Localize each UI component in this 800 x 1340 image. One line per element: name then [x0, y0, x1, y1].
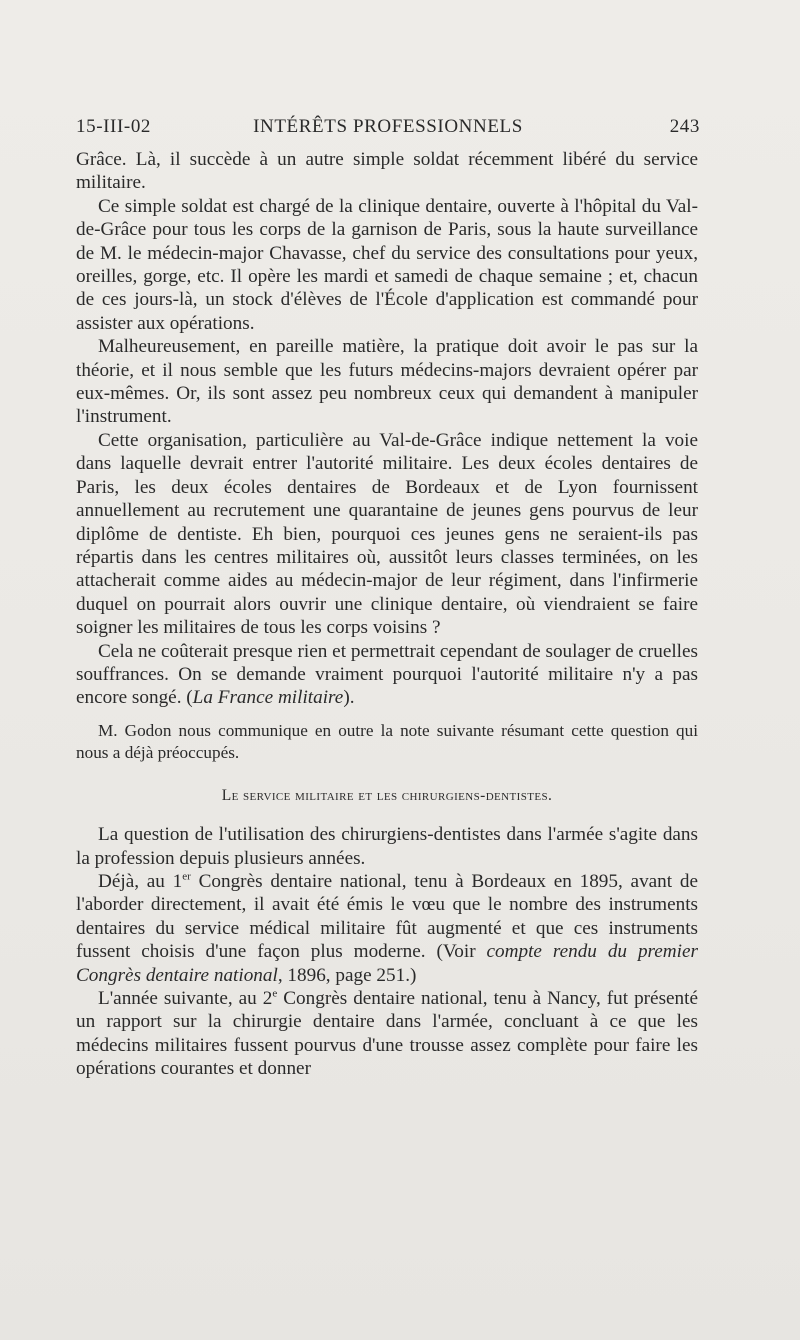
paragraph [76, 640, 698, 710]
paragraph: Grâce. Là, il succède à un autre simple soldat récemment libéré du service militaire. [76, 149, 698, 194]
note-paragraph: M. Godon nous communique en outre la note suivante résumant cette question qui nous a déjà préoccupés. [76, 720, 698, 762]
page-number: 243 [669, 116, 700, 137]
paragraph [76, 870, 698, 987]
paragraph-text: Congrès dentaire national, tenu à Nancy, fut présenté un rapport sur la chirurgie dentaire dans l'armée, concluant à ce que les médecins militaires fussent pourvus d'une trousse assez complète pour faire les opérations courantes et donner [76, 988, 698, 1080]
body-text [76, 148, 698, 1081]
paragraph-text: Cela ne coûterait presque rien et permettrait cependant de soulager de cruelles souffrances. On se demande vraiment pourquoi l'autorité militaire n'y a pas encore songé. ( [76, 640, 698, 709]
paragraph: Cette organisation, particulière au Val-de-Grâce indique nettement la voie dans laquelle devrait entrer l'autorité militaire. Les deux écoles dentaires de Paris, les deux écoles dentaires de Bordeaux et de Lyon fournissent annuellement au recrutement une quarantaine de jeunes gens pourvus de leur diplôme de dentiste. Eh bien, pourquoi ces jeunes gens ne seraient-ils pas répartis dans les centres militaires où, aussitôt leurs classes terminées, on les attacherait comme aides au médecin-major de leur régiment, dans l'infirmerie duquel on pourrait alors ouvrir une clinique dentaire, où viendraient se faire soigner les militaires de tous les corps voisins ? [76, 429, 698, 639]
paragraph [76, 987, 698, 1081]
paragraph: La question de l'utilisation des chirurgiens-dentistes dans l'armée s'agite dans la profession depuis plusieurs années. [76, 824, 698, 869]
header-title: INTÉRÊTS PROFESSIONNELS [253, 116, 523, 137]
header-date: 15-III-02 [76, 116, 152, 137]
source-citation: La France militaire [192, 687, 344, 709]
ordinal-superscript: er [182, 870, 191, 883]
italic-reference: compte rendu du premier Congrès dentaire national [76, 941, 698, 986]
ordinal-superscript: e [272, 987, 278, 1000]
paragraph-text: Déjà, au 1 [98, 870, 183, 892]
paragraph-text: ). [343, 687, 355, 709]
section-heading: Le service militaire et les chirurgiens-dentistes. [221, 786, 553, 804]
paragraph-text: , 1896, page 251.) [277, 964, 417, 986]
paragraph: Malheureusement, en pareille matière, la pratique doit avoir le pas sur la théorie, et il nous semble que les futurs médecins-majors devraient opérer par eux-mêmes. Or, ils sont assez peu nombreux ceux qui demandent à manipuler l'instrument. [76, 336, 698, 428]
paragraph-text: Congrès dentaire national, tenu à Bordeaux en 1895, avant de l'aborder directement, il avait été émis le vœu que le nombre des instruments dentaires du service médical militaire fût augmenté et que ces instruments fussent choisis d'une façon plus moderne. (Voir [76, 870, 698, 963]
paragraph-text: L'année suivante, au 2 [98, 988, 273, 1009]
running-head [76, 116, 700, 146]
paragraph: Ce simple soldat est chargé de la clinique dentaire, ouverte à l'hôpital du Val-de-Grâce pour tous les corps de la garnison de Paris, sous la haute surveillance de M. le médecin-major Chavasse, chef du service des consultations pour yeux, oreilles, gorge, etc. Il opère les mardi et samedi de chaque semaine ; et, chacun de ces jours-là, un stock d'élèves de l'École d'application est commandé pour assister aux opérations. [76, 195, 698, 334]
